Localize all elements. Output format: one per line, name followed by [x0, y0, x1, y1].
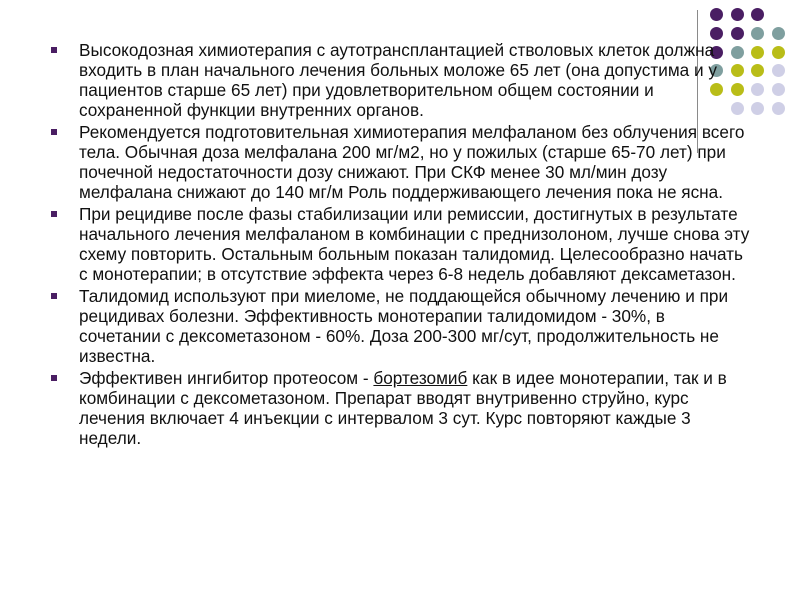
bullet-text-5-before: Эффективен ингибитор протеосом -	[79, 368, 374, 388]
bullet-item-4	[50, 286, 750, 366]
bullet-list	[50, 40, 750, 448]
slide-content	[50, 40, 750, 450]
decorative-dot	[772, 27, 785, 40]
bullet-text-3: При рецидиве после фазы стабилизации или ремиссии, достигнутых в результате начального лечения мелфаланом в комбинации с преднизолоном, лучше снова эту схему повторить. Остальным больным показан талидомид. Целесообразно начать с монотерапии; в отсутствие эффекта через 6-8 недель добавляют дексаметазон.	[79, 204, 750, 284]
decorative-dot	[772, 46, 785, 59]
decorative-dot	[751, 83, 764, 96]
bullet-text-1: Высокодозная химиотерапия с аутотрансплантацией стволовых клеток должна входить в план начального лечения больных моложе 65 лет (она допустима и у пациентов старше 65 лет) при удовлетворительном общем состоянии и сохраненной функции внутренних органов.	[79, 40, 717, 120]
decorative-dot	[731, 27, 744, 40]
bortezomib-link[interactable]: бортезомиб	[373, 368, 468, 388]
square-bullet-icon	[51, 375, 57, 381]
bullet-item-1	[50, 40, 750, 120]
decorative-dot	[751, 64, 764, 77]
square-bullet-icon	[51, 129, 57, 135]
decorative-dot	[731, 8, 744, 21]
bullet-item-3	[50, 204, 750, 284]
decorative-dot	[751, 46, 764, 59]
square-bullet-icon	[51, 293, 57, 299]
bullet-item-2	[50, 122, 750, 202]
decorative-dot	[710, 8, 723, 21]
bullet-text-2: Рекомендуется подготовительная химиотерапия мелфаланом без облучения всего тела. Обычная доза мелфалана 200 мг/м2, но у пожилых (старше 65-70 лет) при почечной недостаточности дозу снижают. При СКФ менее 30 мл/мин дозу мелфалана снижают до 140 мг/м Роль поддерживающего лечения пока не ясна.	[79, 122, 745, 202]
decorative-dot	[710, 27, 723, 40]
square-bullet-icon	[51, 47, 57, 53]
decorative-dot	[772, 102, 785, 115]
decorative-dot	[751, 102, 764, 115]
bullet-item-5	[50, 368, 750, 448]
decorative-dot	[751, 27, 764, 40]
decorative-dot	[772, 83, 785, 96]
bullet-text-4: Талидомид используют при миеломе, не поддающейся обычному лечению и при рецидивах болезни. Эффективность монотерапии талидомидом - 30%, в сочетании с дексометазоном - 60%. Доза 200-300 мг/сут, продолжительность не известна.	[79, 286, 729, 366]
decorative-dot	[751, 8, 764, 21]
decorative-dot	[772, 64, 785, 77]
bullet-text-5-after: как в идее монотерапии, так и в комбинации с дексометазоном. Препарат вводят внутривенно струйно, курс лечения включает 4 инъекции с интервалом 3 сут. Курс повторяют каждые 3 недели.	[79, 368, 727, 448]
square-bullet-icon	[51, 211, 57, 217]
